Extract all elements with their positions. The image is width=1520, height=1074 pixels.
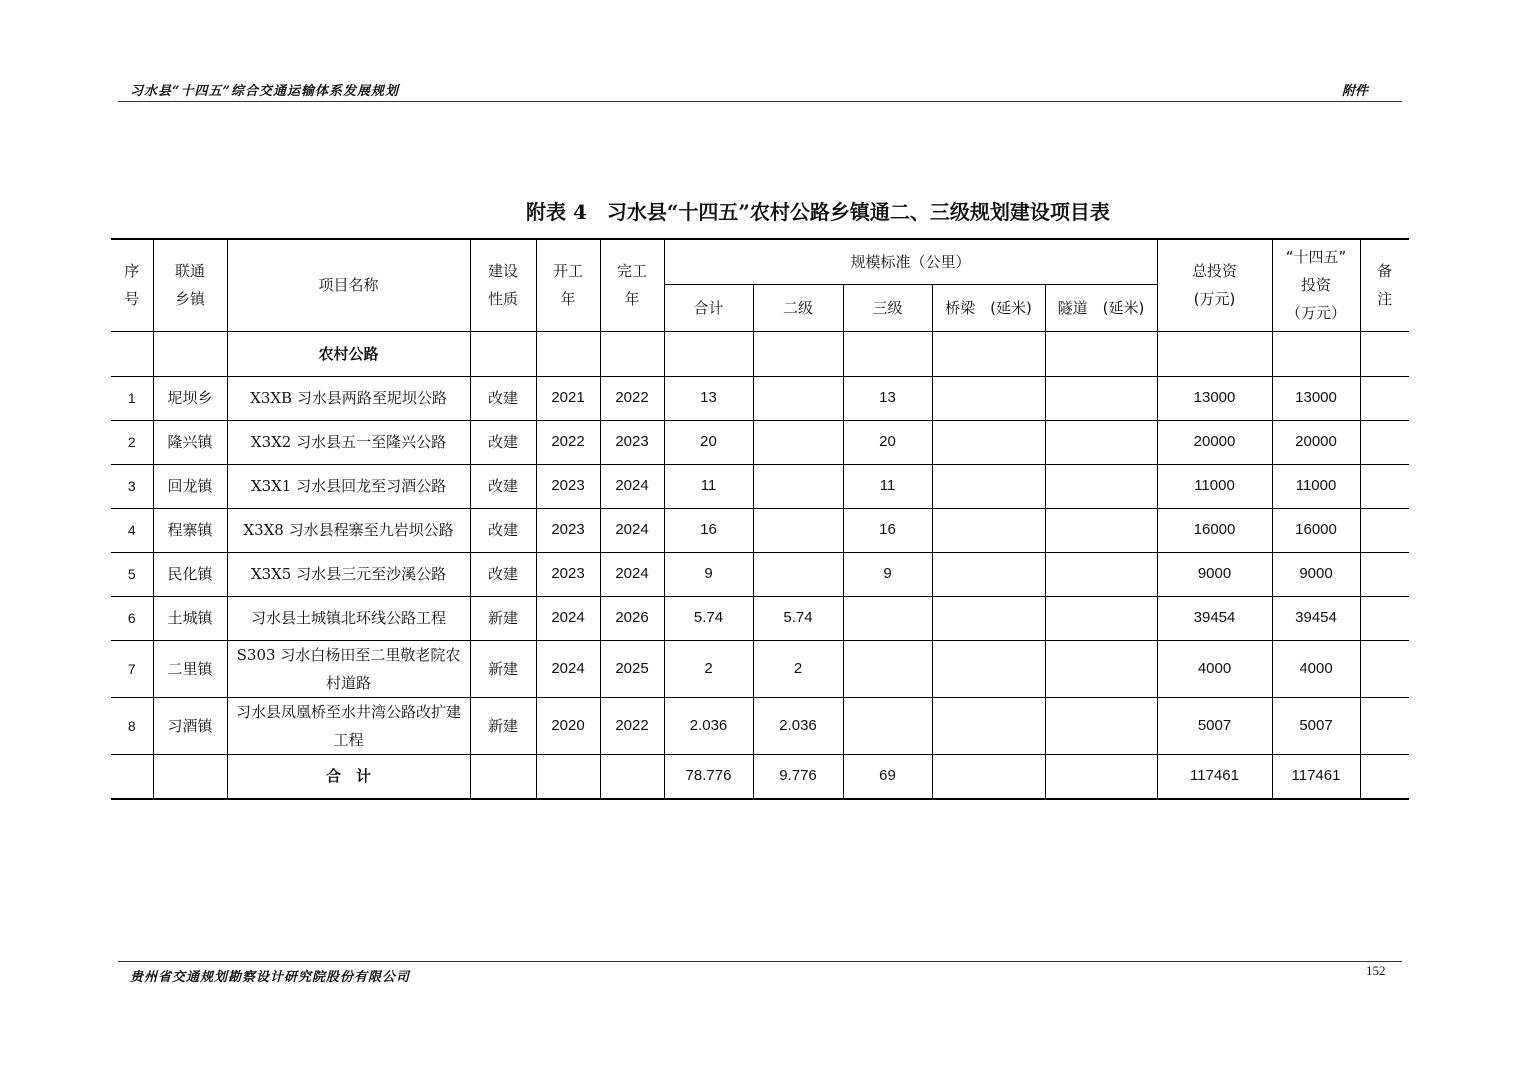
col-bridge: 桥梁 (延米) [932,284,1045,331]
cell-name: 习水县土城镇北环线公路工程 [227,596,470,640]
cell-tunnel [1045,552,1157,596]
cell-nature: 改建 [470,420,536,464]
sum-invest-145: 117461 [1272,754,1360,799]
cell-name: 习水县凤凰桥至水井湾公路改扩建工程 [227,697,470,754]
cell-name: S303 习水白杨田至二里敬老院农村道路 [227,640,470,697]
cell-start: 2024 [536,640,600,697]
cell-remark [1360,640,1409,697]
col-level2: 二级 [753,284,843,331]
cell-name: X3XB 习水县两路至坭坝公路 [227,376,470,420]
page-number: 152 [1366,963,1386,978]
cell-invest145: 13000 [1272,376,1360,420]
table-row [111,420,1409,464]
col-seq: 序 号 [111,239,153,331]
col-town: 联通 乡镇 [153,239,227,331]
cell-tunnel [1045,596,1157,640]
cell-invest: 39454 [1157,596,1272,640]
table-title: 附表 4 习水县“十四五”农村公路乡镇通二、三级规划建设项目表 [526,200,1110,224]
cell-total: 5.74 [664,596,753,640]
footer-divider [118,961,1402,962]
cell-total: 20 [664,420,753,464]
sum-total: 78.776 [664,754,753,799]
cell-tunnel [1045,640,1157,697]
table-row [111,596,1409,640]
cell-bridge [932,697,1045,754]
cell-town: 程寨镇 [153,508,227,552]
sum-level3: 69 [843,754,932,799]
cell-end: 2026 [600,596,664,640]
header-section: 附件 [1341,84,1368,99]
cell-l2 [753,464,843,508]
cell-l2 [753,552,843,596]
cell-bridge [932,508,1045,552]
sum-invest: 117461 [1157,754,1272,799]
header-divider [118,101,1402,102]
cell-nature: 改建 [470,552,536,596]
cell-start: 2023 [536,464,600,508]
table-row [111,552,1409,596]
cell-l2: 2.036 [753,697,843,754]
cell-remark [1360,376,1409,420]
cell-total: 16 [664,508,753,552]
cell-seq: 1 [111,376,153,420]
col-total: 合计 [664,284,753,331]
col-tunnel: 隧道 (延米) [1045,284,1157,331]
cell-name: X3X8 习水县程寨至九岩坝公路 [227,508,470,552]
cell-l3 [843,697,932,754]
col-end: 完工 年 [600,239,664,331]
cell-l2 [753,376,843,420]
cell-remark [1360,508,1409,552]
cell-seq: 2 [111,420,153,464]
cell-l2: 2 [753,640,843,697]
cell-l3: 11 [843,464,932,508]
header-doc-title: 习水县“十四五”综合交通运输体系发展规划 [130,84,399,99]
col-start: 开工 年 [536,239,600,331]
cell-bridge [932,376,1045,420]
table-row [111,508,1409,552]
cell-town: 回龙镇 [153,464,227,508]
cell-start: 2022 [536,420,600,464]
cell-start: 2024 [536,596,600,640]
cell-invest: 13000 [1157,376,1272,420]
cell-invest145: 5007 [1272,697,1360,754]
cell-tunnel [1045,376,1157,420]
cell-invest: 5007 [1157,697,1272,754]
cell-tunnel [1045,508,1157,552]
cell-name: X3X5 习水县三元至沙溪公路 [227,552,470,596]
cell-town: 习酒镇 [153,697,227,754]
col-remark: 备 注 [1360,239,1409,331]
cell-nature: 改建 [470,508,536,552]
cell-start: 2020 [536,697,600,754]
cell-bridge [932,640,1045,697]
footer-company: 贵州省交通规划勘察设计研究院股份有限公司 [130,970,411,985]
cell-end: 2022 [600,376,664,420]
cell-total: 9 [664,552,753,596]
cell-remark [1360,552,1409,596]
col-name: 项目名称 [227,239,470,331]
cell-seq: 3 [111,464,153,508]
cell-bridge [932,420,1045,464]
sum-row [111,754,1409,799]
cell-invest: 9000 [1157,552,1272,596]
cell-invest: 16000 [1157,508,1272,552]
cell-invest: 11000 [1157,464,1272,508]
table-row [111,697,1409,754]
cell-bridge [932,552,1045,596]
col-nature: 建设 性质 [470,239,536,331]
cell-end: 2024 [600,552,664,596]
cell-remark [1360,464,1409,508]
cell-seq: 6 [111,596,153,640]
cell-end: 2024 [600,464,664,508]
project-table [111,238,1409,800]
col-scale: 规模标准（公里） [664,239,1157,284]
cell-total: 2.036 [664,697,753,754]
cell-tunnel [1045,464,1157,508]
cell-start: 2023 [536,552,600,596]
cell-town: 二里镇 [153,640,227,697]
cell-invest145: 39454 [1272,596,1360,640]
cell-tunnel [1045,420,1157,464]
cell-start: 2021 [536,376,600,420]
cell-l3 [843,640,932,697]
cell-end: 2023 [600,420,664,464]
table-row [111,464,1409,508]
cell-end: 2025 [600,640,664,697]
section-label: 农村公路 [227,331,470,376]
cell-name: X3X1 习水县回龙至习酒公路 [227,464,470,508]
cell-start: 2023 [536,508,600,552]
cell-nature: 新建 [470,697,536,754]
col-level3: 三级 [843,284,932,331]
cell-bridge [932,464,1045,508]
cell-l2 [753,508,843,552]
cell-invest145: 9000 [1272,552,1360,596]
cell-invest145: 20000 [1272,420,1360,464]
cell-invest145: 16000 [1272,508,1360,552]
cell-remark [1360,420,1409,464]
cell-l3 [843,596,932,640]
section-row [111,331,1409,376]
col-invest: 总投资 (万元) [1157,239,1272,331]
cell-l2: 5.74 [753,596,843,640]
cell-end: 2022 [600,697,664,754]
cell-remark [1360,697,1409,754]
sum-label: 合 计 [227,754,470,799]
cell-seq: 4 [111,508,153,552]
cell-town: 坭坝乡 [153,376,227,420]
cell-town: 土城镇 [153,596,227,640]
cell-seq: 5 [111,552,153,596]
sum-level2: 9.776 [753,754,843,799]
cell-total: 13 [664,376,753,420]
cell-l3: 9 [843,552,932,596]
col-invest-145: “十四五” 投资 （万元） [1272,239,1360,331]
cell-l3: 16 [843,508,932,552]
table-row [111,376,1409,420]
cell-l3: 20 [843,420,932,464]
cell-invest: 20000 [1157,420,1272,464]
cell-total: 2 [664,640,753,697]
cell-invest: 4000 [1157,640,1272,697]
cell-town: 民化镇 [153,552,227,596]
cell-remark [1360,596,1409,640]
cell-bridge [932,596,1045,640]
cell-name: X3X2 习水县五一至隆兴公路 [227,420,470,464]
cell-l3: 13 [843,376,932,420]
cell-seq: 8 [111,697,153,754]
cell-nature: 新建 [470,640,536,697]
cell-nature: 新建 [470,596,536,640]
cell-tunnel [1045,697,1157,754]
cell-seq: 7 [111,640,153,697]
cell-end: 2024 [600,508,664,552]
cell-invest145: 11000 [1272,464,1360,508]
cell-nature: 改建 [470,464,536,508]
cell-town: 隆兴镇 [153,420,227,464]
cell-l2 [753,420,843,464]
table-row [111,640,1409,697]
cell-nature: 改建 [470,376,536,420]
cell-invest145: 4000 [1272,640,1360,697]
cell-total: 11 [664,464,753,508]
